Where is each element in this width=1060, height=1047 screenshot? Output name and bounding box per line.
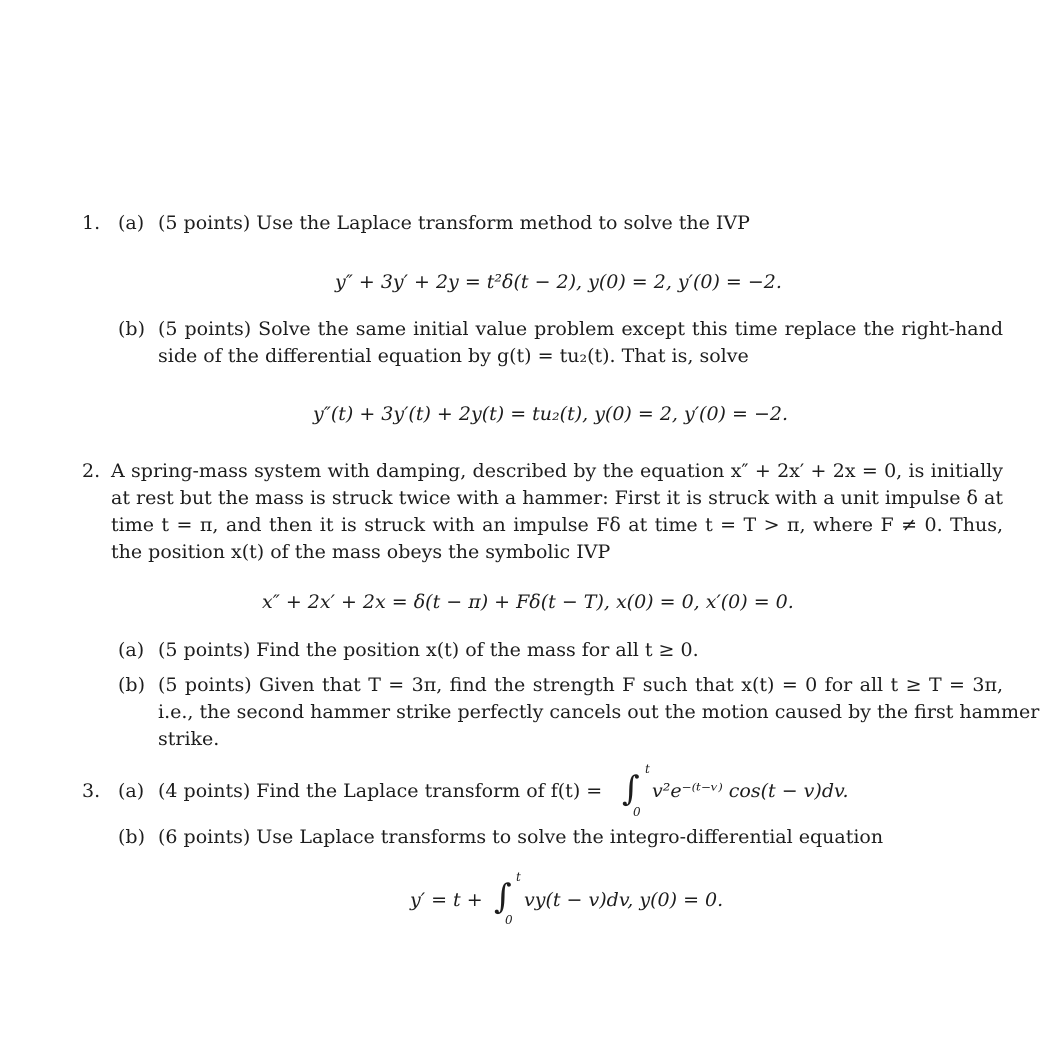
problem-2-text-line1: A spring-mass system with damping, described by the equation x″ + 2x′ + 2x = 0, is initially [111, 460, 1003, 482]
integral-sign-3a: ∫ [622, 769, 640, 809]
integral-lower-limit-3a: 0 [633, 805, 641, 819]
problem-1b-text-line2: side of the differential equation by g(t) = tu₂(t). That is, solve [158, 345, 749, 367]
integral-upper-limit-3b: t [516, 870, 521, 884]
problem-2-text-line3: time t = π, and then it is struck with an impulse Fδ at time t = T > π, where F ≠ 0. Thus, [111, 514, 1003, 536]
problem-3b-equation-left: y′ = t + [410, 889, 483, 911]
problem-3b-integrand: vy(t − v)dv, y(0) = 0. [524, 889, 724, 911]
problem-2b-label: (b) [118, 674, 145, 696]
problem-3a-integrand: v²e⁻⁽ᵗ⁻ᵛ⁾ cos(t − v)dv. [652, 780, 849, 802]
problem-3a-label: (a) [118, 780, 145, 802]
integral-upper-limit-3a: t [645, 762, 650, 776]
problem-3a-text: (4 points) Find the Laplace transform of f(t) = [158, 780, 603, 802]
problem-1-number: 1. [82, 212, 101, 234]
problem-3b-label: (b) [118, 826, 145, 848]
problem-1b-text-line1: (5 points) Solve the same initial value problem except this time replace the right-hand [158, 318, 1003, 340]
problem-2-text-line2: at rest but the mass is struck twice with a hammer: First it is struck with a unit impulse δ at [111, 487, 1003, 509]
problem-2b-text-line1: (5 points) Given that T = 3π, find the strength F such that x(t) = 0 for all t ≥ T = 3π, [158, 674, 1003, 696]
problem-2-number: 2. [82, 460, 101, 482]
problem-2a-text: (5 points) Find the position x(t) of the mass for all t ≥ 0. [158, 639, 699, 661]
problem-1b-equation: y″(t) + 3y′(t) + 2y(t) = tu₂(t), y(0) = 2, y′(0) = −2. [313, 403, 789, 425]
problem-2b-text-line2: i.e., the second hammer strike perfectly cancels out the motion caused by the first hammer [158, 701, 1040, 723]
problem-3-number: 3. [82, 780, 101, 802]
problem-2b-text-line3: strike. [158, 728, 220, 750]
problem-2-text-line4: the position x(t) of the mass obeys the symbolic IVP [111, 541, 611, 563]
problem-1a-label: (a) [118, 212, 145, 234]
problem-3b-text: (6 points) Use Laplace transforms to solve the integro-differential equation [158, 826, 884, 848]
integral-sign-3b: ∫ [494, 877, 512, 917]
problem-1a-equation: y″ + 3y′ + 2y = t²δ(t − 2), y(0) = 2, y′(0) = −2. [335, 271, 782, 293]
problem-1b-label: (b) [118, 318, 145, 340]
problem-1a-text: (5 points) Use the Laplace transform method to solve the IVP [158, 212, 750, 234]
integral-lower-limit-3b: 0 [505, 913, 513, 927]
problem-2a-label: (a) [118, 639, 145, 661]
problem-2-equation: x″ + 2x′ + 2x = δ(t − π) + Fδ(t − T), x(0) = 0, x′(0) = 0. [262, 591, 794, 613]
